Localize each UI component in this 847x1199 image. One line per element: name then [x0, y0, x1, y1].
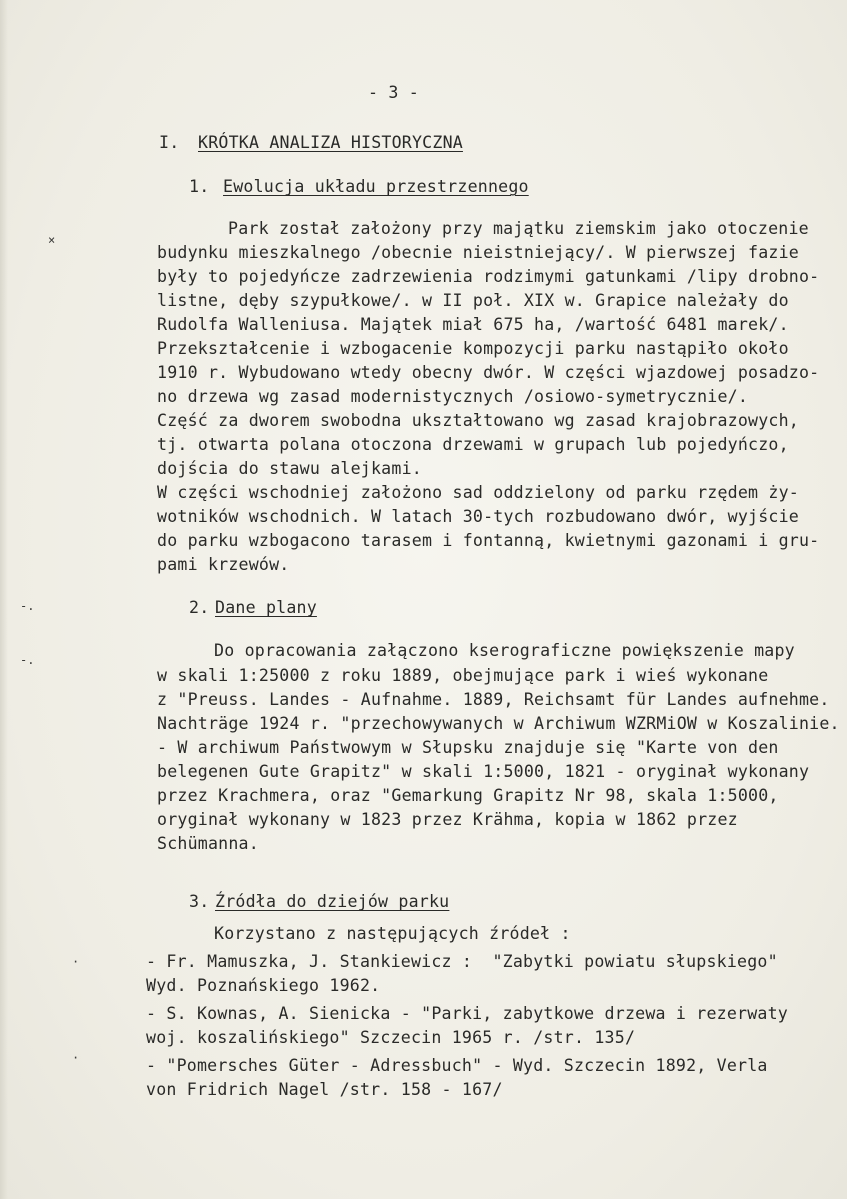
paragraph-line: wotników wschodnich. W latach 30-tych rozbudowano dwór, wyjście	[157, 507, 799, 526]
paragraph-line: 1910 r. Wybudowano wtedy obecny dwór. W części wjazdowej posadzo-	[157, 363, 820, 382]
heading-title: KRÓTKA ANALIZA HISTORYCZNA	[198, 133, 463, 152]
paragraph-line: von Fridrich Nagel /str. 158 - 167/	[146, 1080, 503, 1099]
paragraph-line: woj. koszalińskiego" Szczecin 1965 r. /str. 135/	[146, 1028, 636, 1047]
margin-mark: -.	[20, 599, 35, 613]
margin-mark: ·	[72, 955, 80, 969]
paragraph-line: budynku mieszkalnego /obecnie nieistniejący/. W pierwszej fazie	[157, 243, 799, 262]
paragraph-line: - "Pomersches Güter - Adressbuch" - Wyd. Szczecin 1892, Verla	[146, 1056, 768, 1075]
paragraph-line: - Fr. Mamuszka, J. Stankiewicz : "Zabytki powiatu słupskiego"	[146, 952, 778, 971]
paragraph-line: Część za dworem swobodna ukształtowano wg zasad krajobrazowych,	[157, 411, 799, 430]
margin-mark: ·	[72, 1051, 80, 1065]
paragraph-line: dojścia do stawu alejkami.	[157, 459, 422, 478]
margin-mark: ×	[48, 233, 56, 247]
paragraph-line: w skali 1:25000 z roku 1889, obejmujące park i wieś wykonane	[157, 666, 769, 685]
paragraph-line: Nachträge 1924 r. "przechowywanych w Archiwum WZRMiOW w Koszalinie.	[157, 714, 840, 733]
paragraph-line: Park został założony przy majątku ziemskim jako otoczenie	[228, 219, 809, 238]
section-number: 1.	[189, 177, 210, 196]
paragraph-line: były to pojedyńcze zadrzewienia rodzimymi gatunkami /lipy drobno-	[157, 267, 820, 286]
paragraph-line: Schümanna.	[157, 834, 259, 853]
heading-number: I.	[159, 133, 180, 152]
section-title: Dane plany	[215, 598, 317, 617]
paragraph-line: oryginał wykonany w 1823 przez Krähma, kopia w 1862 przez	[157, 810, 738, 829]
paragraph-line: do parku wzbogacono tarasem i fontanną, kwietnymi gazonami i gru-	[157, 531, 820, 550]
paragraph-line: - S. Kownas, A. Sienicka - "Parki, zabytkowe drzewa i rezerwaty	[146, 1004, 788, 1023]
paragraph-line: z "Preuss. Landes - Aufnahme. 1889, Reichsamt für Landes aufnehme.	[157, 690, 830, 709]
paragraph-line: - W archiwum Państwowym w Słupsku znajduje się "Karte von den	[157, 738, 779, 757]
section-number: 3.	[189, 892, 210, 911]
paragraph-line: Korzystano z następujących źródeł :	[214, 924, 571, 943]
paragraph-line: listne, dęby szypułkowe/. w II poł. XIX w. Grapice należały do	[157, 291, 789, 310]
section-number: 2.	[189, 598, 210, 617]
paragraph-line: przez Krachmera, oraz "Gemarkung Grapitz Nr 98, skala 1:5000,	[157, 786, 779, 805]
page-edge-shadow	[0, 0, 8, 1199]
paragraph-line: no drzewa wg zasad modernistycznych /osiowo-symetrycznie/.	[157, 387, 749, 406]
paragraph-line: W części wschodniej założono sad oddzielony od parku rzędem ży-	[157, 483, 799, 502]
paragraph-line: Przekształcenie i wzbogacenie kompozycji parku nastąpiło około	[157, 339, 789, 358]
paragraph-line: belegenen Gute Grapitz" w skali 1:5000, 1821 - oryginał wykonany	[157, 762, 810, 781]
paragraph-line: Wyd. Poznańskiego 1962.	[146, 976, 381, 995]
paragraph-line: Rudolfa Walleniusa. Majątek miał 675 ha, /wartość 6481 marek/.	[157, 315, 789, 334]
paragraph-line: pami krzewów.	[157, 555, 290, 574]
section-title: Ewolucja układu przestrzennego	[223, 177, 529, 196]
paragraph-line: Do opracowania załączono kserograficzne powiększenie mapy	[214, 641, 795, 660]
margin-mark: -.	[20, 653, 35, 667]
section-title: Źródła do dziejów parku	[215, 892, 450, 911]
page-number: - 3 -	[368, 83, 419, 102]
paragraph-line: tj. otwarta polana otoczona drzewami w grupach lub pojedyńczo,	[157, 435, 789, 454]
